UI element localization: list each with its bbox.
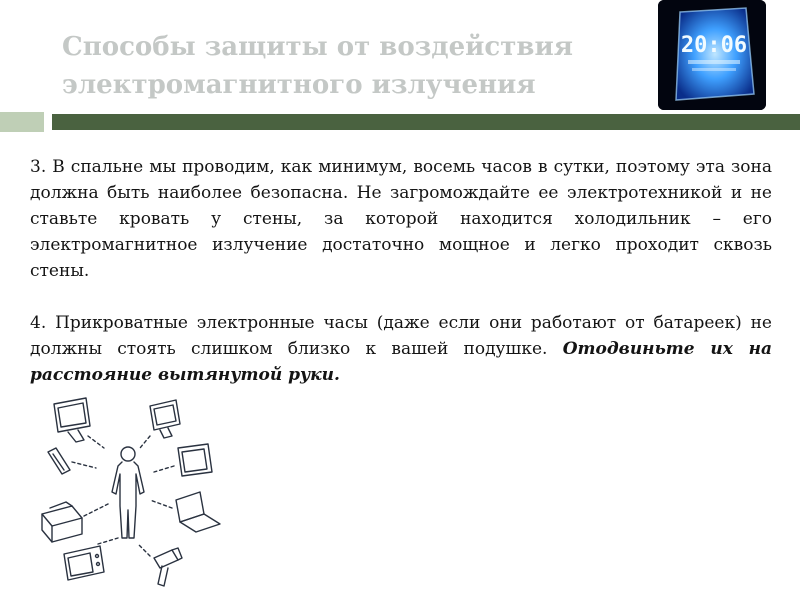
title-rule-dark xyxy=(52,114,800,130)
human-figure-icon xyxy=(112,447,144,538)
crt-tv-icon xyxy=(154,444,212,476)
paragraph-clock-emphasis: Отодвиньте их на расстояние вытянутой руки. xyxy=(30,339,772,385)
devices-illustration xyxy=(38,396,228,596)
slide-title xyxy=(62,28,622,104)
title-rule-light xyxy=(0,112,44,132)
slide-title-line1: Способы защиты от воздействия xyxy=(62,32,573,62)
monitor-icon xyxy=(140,400,180,448)
alarm-clock-photo xyxy=(658,0,766,110)
laptop-icon xyxy=(150,492,220,532)
microwave-icon xyxy=(64,538,118,580)
hair-dryer-icon xyxy=(138,544,182,586)
clock-time-readout: 20:06 xyxy=(680,33,748,58)
body-text xyxy=(30,154,772,388)
monitor-icon xyxy=(54,398,104,448)
printer-icon xyxy=(42,502,108,542)
paragraph-bedroom: 3. В спальне мы проводим, как минимум, восемь часов в сутки, поэтому эта зона должна быть наиболее безопасна. Не загромождайте ее электротехникой и не ставьте кровать у стены, за которой находится холодильник – его электромагнитное излучение достаточно мощное и легко проходит сквозь стены. xyxy=(30,157,772,281)
paragraph-clock-text: 4. Прикроватные электронные часы (даже если они работают от батареек) не должны стоять слишком близко к вашей подушке. xyxy=(30,313,772,359)
mobile-phone-icon xyxy=(48,448,96,474)
paragraph-clock xyxy=(30,310,772,388)
slide-title-line2: электромагнитного излучения xyxy=(62,70,536,100)
